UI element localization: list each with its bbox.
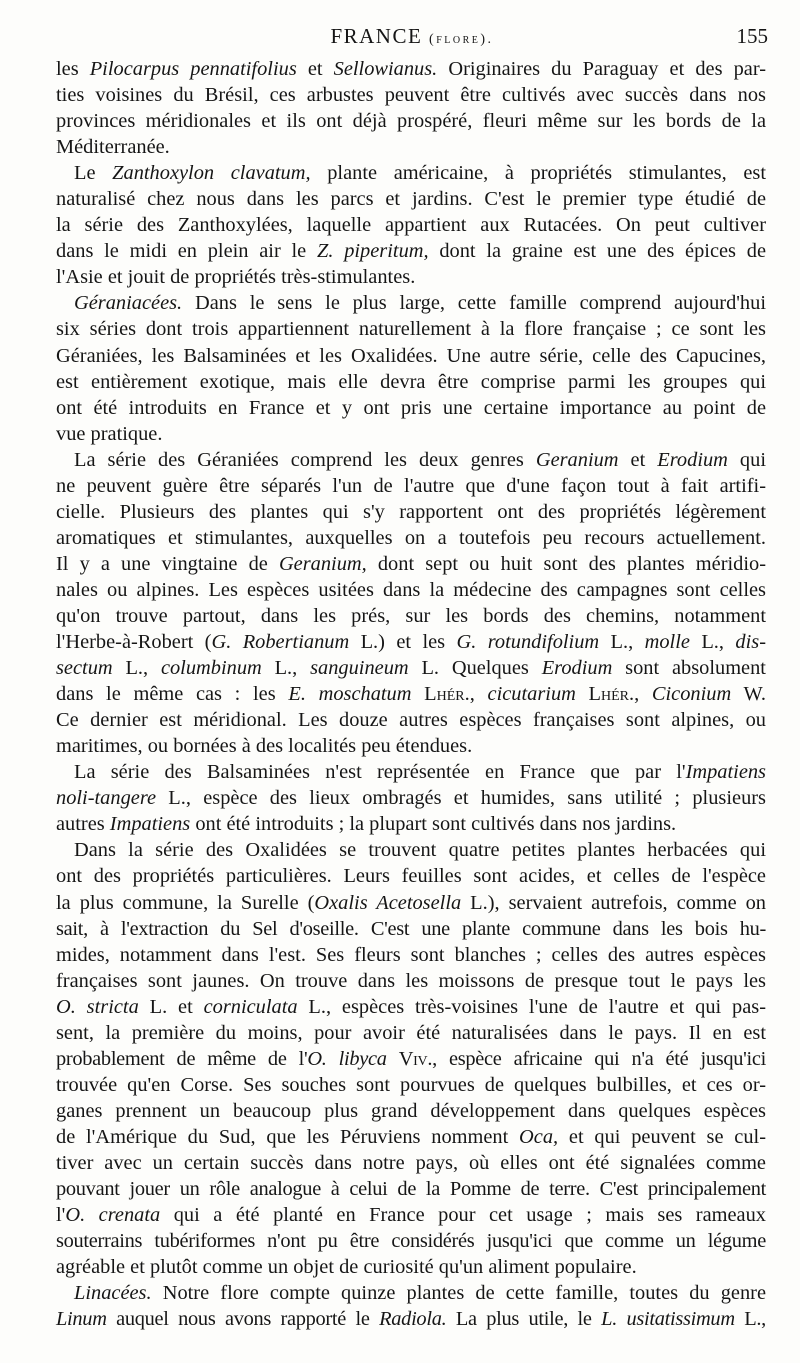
text-run [387, 1048, 399, 1070]
text-run: françaises sont jaunes. On trouve dans les moissons de presque tout le pays les [56, 969, 766, 992]
italic-term: corniculata [203, 995, 298, 1018]
text-run [576, 683, 589, 705]
text-run: La plus utile, le [446, 1308, 602, 1331]
text-run: est entièrement exotique, mais elle devra être comprise parmi les groupes qui [56, 370, 766, 393]
text-run: provinces méridionales et ils ont déjà prospéré, fleuri même sur les bords de la [56, 110, 766, 133]
italic-term: O. libyca [307, 1047, 387, 1070]
text-line [56, 577, 766, 603]
text-line [56, 863, 766, 889]
text-line [56, 421, 766, 447]
text-run: et qui peuvent se cul- [558, 1125, 766, 1148]
text-line [56, 837, 766, 863]
text-line [56, 1124, 766, 1150]
text-run: sent, la première du moins, pour avoir été naturalisées dans le pays. Il en est [56, 1021, 766, 1044]
text-run: Dans le sens le plus large, cette famille comprend aujourd'hui [182, 292, 766, 315]
text-line [56, 186, 766, 212]
text-line [56, 603, 766, 629]
text-line [56, 890, 766, 916]
italic-term: Geranium, [278, 552, 367, 575]
italic-term: E. moschatum [288, 683, 412, 706]
text-run: agréable et plutôt comme un objet de curiosité qu'un aliment populaire. [56, 1256, 637, 1279]
text-run: Géraniées, les Balsaminées et les Oxalidées. Une autre série, celle des Capucines, [56, 344, 766, 367]
author-abbrev: Lhér. [588, 683, 635, 706]
text-run: les [56, 58, 90, 80]
text-run: naturalisé chez nous dans les parcs et jardins. C'est le premier type étudié de [56, 188, 766, 211]
text-run: six séries dont trois appartiennent naturellement à la flore française ; ce sont les [56, 318, 766, 341]
text-run: L., espèce des lieux ombragés et humides, sans utilité ; plusieurs [156, 787, 766, 810]
text-run: La série des Balsaminées n'est représentée en France que par l' [74, 761, 686, 784]
text-line [56, 1046, 766, 1072]
text-line [56, 82, 766, 108]
text-run: L. Quelques [408, 657, 542, 680]
text-line [56, 212, 766, 238]
text-line [56, 994, 766, 1020]
italic-term: noli-tangere [56, 787, 157, 810]
text-line [56, 785, 766, 811]
text-run: , [634, 683, 652, 706]
italic-term: sectum [56, 657, 113, 680]
text-run: ont été introduits en France et y ont pris une certaine importance au point de [56, 396, 766, 419]
text-line [56, 1098, 766, 1124]
text-run: trouvée qu'en Corse. Ses souches sont pourvues de quelques bulbilles, et ces or- [56, 1073, 766, 1096]
text-run: cielle. Plusieurs des plantes qui s'y rapportent ont des propriétés légèrement [56, 500, 766, 523]
author-abbrev: Lhér. [424, 683, 470, 706]
text-run: L.) et les [349, 631, 457, 654]
page-number: 155 [736, 24, 768, 48]
text-run: L., [112, 657, 161, 680]
text-run: L., [599, 631, 645, 654]
text-line [56, 1150, 766, 1176]
text-line [56, 238, 766, 264]
italic-term: O. stricta [56, 995, 139, 1018]
text-line [56, 290, 766, 316]
text-run: L., [734, 1308, 766, 1331]
text-run: L., [261, 657, 311, 680]
text-line [56, 655, 766, 681]
text-run: W. [731, 683, 766, 706]
italic-term: Géraniacées. [74, 292, 183, 315]
text-run: et [296, 58, 334, 80]
text-line [56, 160, 766, 186]
italic-term: columbinum [160, 657, 262, 680]
text-line [56, 1202, 766, 1228]
text-run: pouvant jouer un rôle analogue à celui de la Pomme de terre. C'est principalement [56, 1178, 766, 1201]
text-run: La série des Géraniées comprend les deux genres [74, 448, 536, 471]
text-line [56, 1254, 766, 1280]
text-line [56, 1228, 766, 1254]
text-run: qui a été planté en France pour cet usage ; mais ses rameaux [160, 1204, 766, 1227]
text-line [56, 1280, 766, 1306]
running-header [56, 22, 768, 52]
text-line [56, 316, 766, 342]
text-run: Ce dernier est méridional. Les douze autres espèces françaises sont alpines, ou [56, 709, 766, 732]
text-line [56, 1072, 766, 1098]
italic-term: Sellowianus. [333, 58, 438, 80]
text-run: souterrains tubériformes n'ont pu être considérés jusqu'ici que comme un légume [56, 1230, 766, 1253]
italic-term: Zanthoxylon clavatum, [112, 162, 311, 185]
text-run: dans le même cas : les [56, 683, 289, 706]
italic-term: O. crenata [65, 1204, 161, 1227]
italic-term: Radiola. [379, 1308, 447, 1331]
text-run: Méditerranée. [56, 136, 170, 159]
text-line [56, 369, 766, 395]
text-run: L.), servaient autrefois, comme on [461, 891, 766, 914]
text-line [56, 395, 766, 421]
text-run: autres [56, 813, 110, 836]
text-line [56, 681, 766, 707]
text-line [56, 264, 766, 290]
text-run: Originaires du Paraguay et des par- [437, 58, 766, 80]
text-run: probablement de même de l' [56, 1047, 308, 1070]
text-line [56, 525, 766, 551]
text-line [56, 1306, 766, 1332]
italic-term: sanguineum [310, 657, 409, 680]
italic-term: G. rotundifolium [456, 631, 600, 654]
text-run: Le [74, 162, 113, 185]
italic-term: molle [644, 631, 690, 654]
text-run: nales ou alpines. Les espèces usitées dans la médecine des campagnes sont celles [56, 578, 766, 601]
text-run: dont sept ou huit sont des plantes méridio- [366, 552, 766, 575]
italic-term: cicutarium [487, 683, 576, 706]
text-run: tiver avec un certain succès dans notre pays, où elles ont été signalées comme [56, 1151, 766, 1174]
author-abbrev: Viv. [398, 1047, 433, 1070]
text-line [56, 707, 766, 733]
text-line [56, 134, 766, 160]
text-run: , [469, 683, 488, 706]
running-title [56, 24, 768, 49]
text-run: mides, notamment dans l'est. Ses fleurs sont blanches ; celles des autres espèces [56, 943, 766, 966]
text-line [56, 473, 766, 499]
text-run: la plus commune, la Surelle ( [56, 891, 315, 914]
text-line [56, 499, 766, 525]
text-run: qu'on trouve partout, dans les prés, sur les bords des chemins, notamment [56, 604, 766, 627]
italic-term: Oxalis Acetosella [314, 891, 462, 914]
text-line [56, 551, 766, 577]
text-line [56, 811, 766, 837]
text-run: ont été introduits ; la plupart sont cultivés dans nos jardins. [190, 813, 677, 836]
text-run: L., [689, 631, 736, 654]
text-run: vue pratique. [56, 422, 163, 445]
italic-term: Oca, [519, 1125, 559, 1148]
text-run: ne peuvent guère être séparés l'un de l'autre que d'une façon tout à fait artifi- [56, 474, 766, 497]
text-run: Notre flore compte quinze plantes de cette famille, toutes du genre [151, 1282, 766, 1305]
text-run: ont des propriétés particulières. Leurs feuilles sont acides, et celles de l'espèce [56, 865, 766, 888]
text-run: ganes prennent un beaucoup plus grand développement dans quelques espèces [56, 1099, 766, 1122]
text-line [56, 1020, 766, 1046]
text-run: l' [56, 1204, 66, 1227]
text-line [56, 759, 766, 785]
italic-term: L. usitatissimum [601, 1308, 735, 1331]
text-run: de l'Amérique du Sud, que les Péruviens nomment [56, 1125, 520, 1148]
italic-term: Impatiens [685, 761, 766, 784]
text-run: plante américaine, à propriétés stimulantes, est [310, 162, 766, 185]
italic-term: Geranium [535, 448, 619, 471]
italic-term: Linacées. [74, 1282, 152, 1305]
text-run: L., espèces très-voisines l'une de l'autre et qui pas- [297, 995, 766, 1018]
italic-term: Erodium [541, 657, 613, 680]
text-line [56, 942, 766, 968]
running-title-sub: (flore). [429, 32, 494, 47]
text-line [56, 343, 766, 369]
text-line [56, 447, 766, 473]
text-run: l'Herbe-à-Robert ( [56, 631, 212, 654]
text-run: sait, à l'extraction du Sel d'oseille. C'est une plante commune dans les bois hu- [56, 917, 766, 940]
body-text [56, 56, 766, 1332]
text-run: aromatiques et stimulantes, auxquelles on a toutefois peu recours actuellement. [56, 526, 766, 549]
italic-term: Impatiens [109, 813, 191, 836]
italic-term: dis- [735, 631, 766, 654]
text-run: maritimes, ou bornées à des localités peu étendues. [56, 735, 473, 758]
text-run: , espèce africaine qui n'a été jusqu'ici [432, 1047, 766, 1070]
text-line [56, 916, 766, 942]
text-line [56, 968, 766, 994]
text-run: sont absolument [612, 657, 766, 680]
text-run: ties voisines du Brésil, ces arbustes peuvent être cultivés avec succès dans nos [56, 84, 766, 107]
text-run: Dans la série des Oxalidées se trouvent quatre petites plantes herbacées qui [74, 839, 766, 862]
text-run: L. et [138, 995, 204, 1018]
text-run: dans le midi en plein air le [56, 240, 317, 263]
text-run: dont la graine est une des épices de [428, 240, 766, 263]
running-title-main: FRANCE [330, 24, 423, 48]
italic-term: Z. piperitum, [317, 240, 429, 263]
italic-term: Linum [56, 1308, 107, 1331]
text-run: l'Asie et jouit de propriétés très-stimulantes. [56, 266, 416, 289]
text-run: Il y a une vingtaine de [56, 552, 279, 575]
text-run: et [618, 448, 658, 471]
text-run: qui [727, 448, 766, 471]
text-line [56, 629, 766, 655]
text-line [56, 1176, 766, 1202]
text-run [411, 683, 424, 705]
text-line [56, 733, 766, 759]
text-line [56, 56, 766, 82]
text-run: la série des Zanthoxylées, laquelle appartient aux Rutacées. On peut cultiver [56, 214, 766, 237]
italic-term: G. Robertianum [211, 631, 350, 654]
italic-term: Pilocarpus pennatifolius [89, 58, 297, 80]
text-run: auquel nous avons rapporté le [106, 1308, 380, 1331]
italic-term: Erodium [657, 448, 728, 471]
italic-term: Ciconium [651, 683, 732, 706]
text-line [56, 108, 766, 134]
